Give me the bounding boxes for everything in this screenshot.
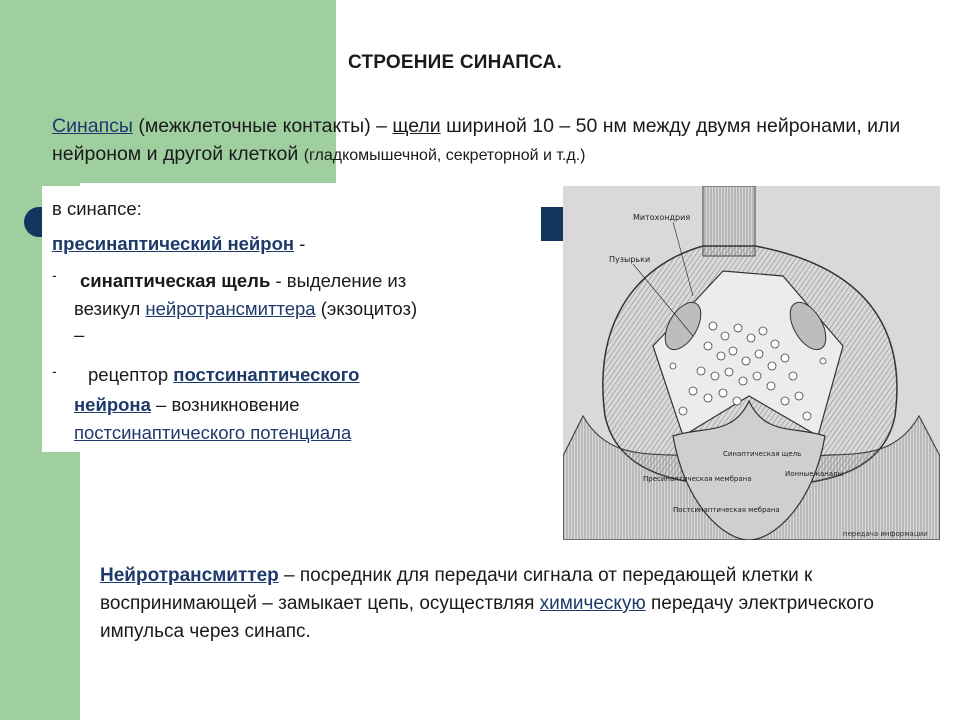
synapse-parts-box xyxy=(42,186,530,452)
presynaptic-neuron-link[interactable]: пресинаптический нейрон xyxy=(52,233,295,254)
label-vesicles: Пузырьки xyxy=(609,255,651,264)
intro-text-2: шириной 10 – 50 нм между двумя нейронами, или нейроном и другой клеткой xyxy=(52,115,901,165)
synapses-term-link[interactable]: Синапсы xyxy=(52,115,133,137)
label-ion-channels: Ионные каналы xyxy=(785,470,844,478)
label-synaptic-cleft: Синаптическая щель xyxy=(723,450,802,458)
intro-text-1: (межклеточные контакты) – xyxy=(132,115,393,137)
item1-bullet: - xyxy=(52,267,57,283)
page-title: СТРОЕНИЕ СИНАПСА. xyxy=(348,52,562,73)
bottom-text-1: – посредник для передачи сигнала от передающей клетки к воспринимающей – замыкает цепь, осуществляя xyxy=(100,565,813,614)
item2-line1 xyxy=(88,362,360,388)
item1-line2 xyxy=(74,296,417,322)
label-mitochondria: Митохондрия xyxy=(633,213,691,222)
label-postsynaptic-membrane: Постсинаптическая мебрана xyxy=(673,506,780,514)
synapse-drawing xyxy=(563,186,940,540)
item1-text: - выделение из xyxy=(270,270,407,291)
chemical-link[interactable]: химическую xyxy=(539,593,646,614)
box-heading: в синапсе: xyxy=(52,198,142,219)
bottom-text-2: передачу электрического импульса через синапс. xyxy=(100,593,874,642)
neurotransmitter-definition xyxy=(100,562,920,646)
neurotransmitter-term-link[interactable]: Нейротрансмиттер xyxy=(100,565,279,586)
item2-bullet: - xyxy=(52,363,57,379)
item2-text: рецептор xyxy=(88,364,174,385)
postsynaptic-link[interactable]: постсинаптического xyxy=(173,364,360,385)
figure-caption: передача информации xyxy=(843,530,928,538)
neurotransmitter-link[interactable]: нейротрансмиттера xyxy=(145,298,316,319)
gap-term-link[interactable]: щели xyxy=(392,115,441,137)
presynaptic-dash: - xyxy=(294,233,306,254)
intro-small-text: (гладкомышечной, секреторной и т.д.) xyxy=(303,147,586,164)
item1-line1 xyxy=(80,268,406,294)
item1-line2a: везикул xyxy=(74,298,146,319)
item2-line2 xyxy=(74,392,300,418)
label-presynaptic-membrane: Пресинаптическая мембрана xyxy=(643,475,752,483)
presynaptic-line xyxy=(52,231,305,257)
item1-line2b: (экзоцитоз) xyxy=(315,298,418,319)
item2-line3 xyxy=(74,420,351,446)
postsynaptic-neuron-link[interactable]: нейрона xyxy=(74,394,151,415)
synaptic-cleft-term: синаптическая щель xyxy=(80,270,271,291)
intro-paragraph xyxy=(52,112,932,170)
item1-line3: – xyxy=(74,324,85,345)
postsynaptic-potential-link[interactable]: постсинаптического потенциала xyxy=(74,422,352,443)
item2-text2: – возникновение xyxy=(150,394,300,415)
synapse-illustration xyxy=(563,186,940,540)
